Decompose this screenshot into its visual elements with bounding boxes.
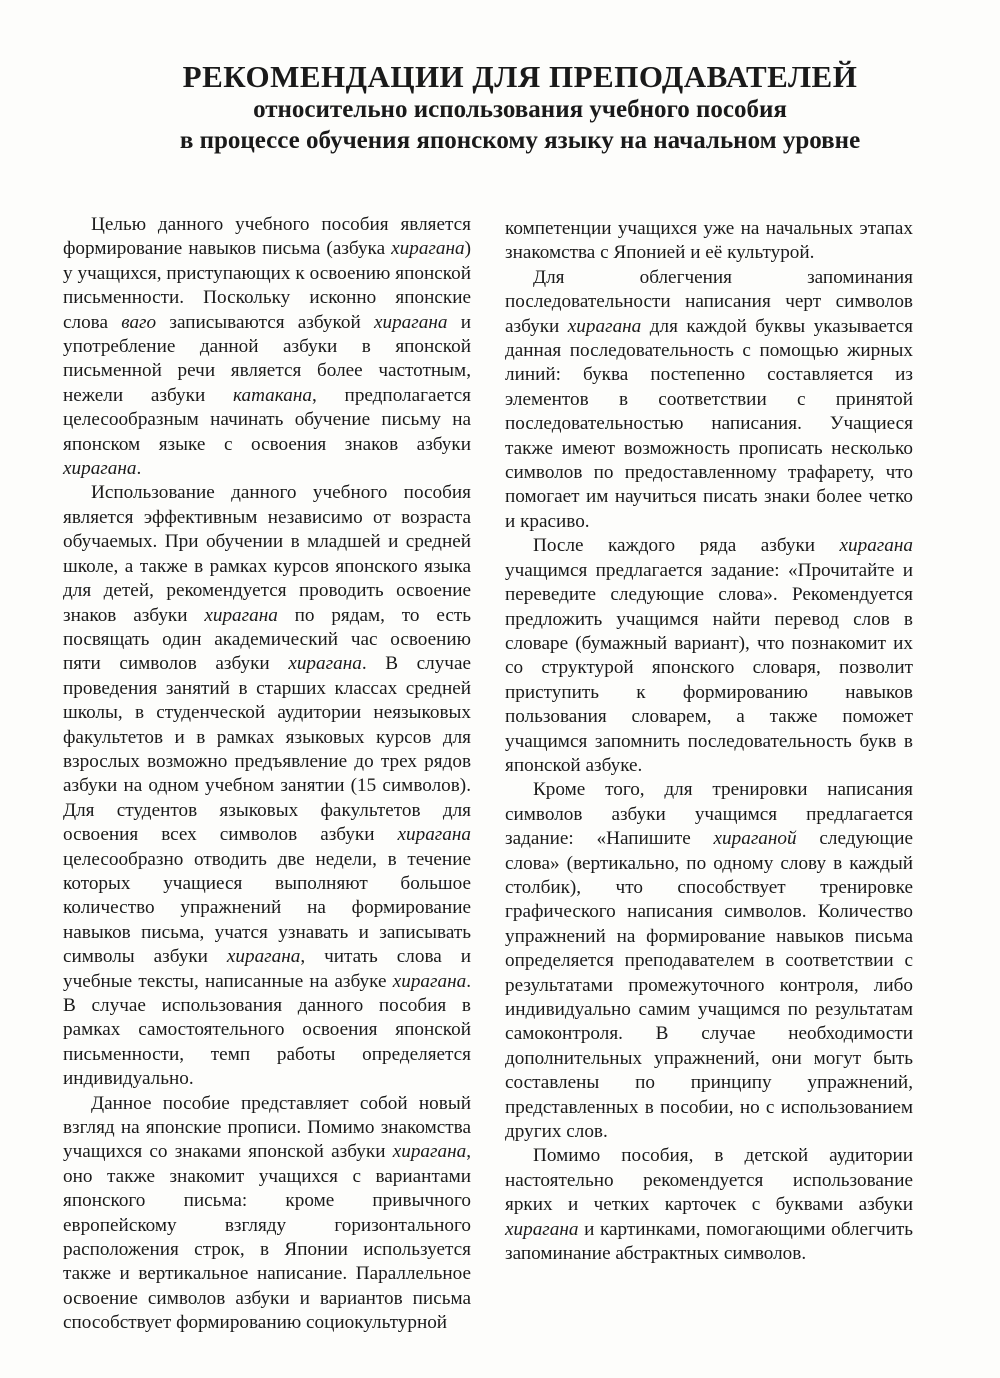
paragraph: Данное пособие представляет собой новый взгляд на японские прописи. Помимо знакомства учащихся со знаками японской азбуки хирагана, оно также знакомит учащихся с вариантами японского письма: кроме привычного европейскому взгляду горизонтального расположения строк, в Японии используется также и вертикальное написание. Параллельное освоение символов азбуки и вариантов письма способствует формированию социокультурной <box>63 1092 471 1334</box>
paragraph: Целью данного учебного пособия является формирование навыков письма (азбука хирагана) у учащихся, приступающих к освоению японской письменности. Поскольку исконно японские слова ваго записываются азбукой хирагана и употребление данной азбуки в японской письменной речи является более частотным, нежели азбуки катакана, предполагается целесообразным начинать обучение письму на японском языке с освоения знаков азбуки хирагана. <box>63 214 471 480</box>
paragraph-continuation: компетенции учащихся уже на начальных этапах знакомства с Японией и её культурой. <box>505 218 913 264</box>
paragraph: Использование данного учебного пособия является эффективным независимо от возраста обучаемых. При обучении в младшей и средней школе, а также в рамках курсов японского языка для детей, рекомендуется проводить освоение знаков азбуки хирагана по рядам, то есть посвящать один академический час освоению пяти символов азбуки хирагана. В случае проведения занятий в старших классах средней школы, в студенческой аудитории неязыковых факультетов и в рамках языковых курсов для взрослых возможно предъявление до трех рядов азбуки на одном учебном занятии (15 символов). Для студентов языковых факультетов для освоения всех символов азбуки хирагана целесообразно отводить две недели, в течение которых учащиеся выполняют большое количество упражнений на формирование навыков письма, учатся узнавать и записывать символы азбуки хирагана, читать слова и учебные тексты, написанные на азбуке хирагана. В случае использования данного пособия в рамках самостоятельного освоения японской письменности, темп работы определяется индивидуально. <box>63 482 471 1090</box>
right-column <box>505 217 913 1266</box>
left-column <box>63 213 471 1336</box>
page-title: РЕКОМЕНДАЦИИ ДЛЯ ПРЕПОДАВАТЕЛЕЙ <box>182 59 858 94</box>
paragraph: Помимо пособия, в детской аудитории настоятельно рекомендуется использование ярких и четких карточек с буквами азбуки хирагана и картинками, помогающими облегчить запоминание абстрактных символов. <box>505 1145 913 1265</box>
paragraph: Для облегчения запоминания последовательности написания черт символов азбуки хирагана для каждой буквы указывается данная последовательность с помощью жирных линий: буква постепенно составляется из элементов в соответствии с принятой последовательностью написания. Учащиеся также имеют возможность прописать несколько символов по предоставленному трафарету, что помогает им научиться писать знаки более четко и красиво. <box>505 266 914 532</box>
paragraph: После каждого ряда азбуки хирагана учащимся предлагается задание: «Прочитайте и переведите следующие слова». Рекомендуется предложить учащимся найти перевод слов в словаре (бумажный вариант), что познакомит их со структурой японского словаря, позволит приступить к формированию навыков пользования словарем, а также поможет учащимся запомнить последовательность букв в японской азбуке. <box>505 535 913 776</box>
page-subtitle-line-1: относительно использования учебного пособия <box>253 96 787 123</box>
document-header <box>0 60 1000 156</box>
paragraph: Кроме того, для тренировки написания символов азбуки учащимся предлагается задание: «Напишите хираганой следующие слова» (вертикально, по одному слову в каждый столбик), что способствует тренировке графического написания символов. Количество упражнений на формирование навыков письма определяется преподавателем в соответствии с результатами промежуточного контроля, либо индивидуально самим учащимся по результатам самоконтроля. В случае необходимости дополнительных упражнений, они могут быть составлены по принципу упражнений, представленных в пособии, но с использованием других слов. <box>505 779 913 1143</box>
page-subtitle-line-2: в процессе обучения японскому языку на начальном уровне <box>179 127 861 154</box>
